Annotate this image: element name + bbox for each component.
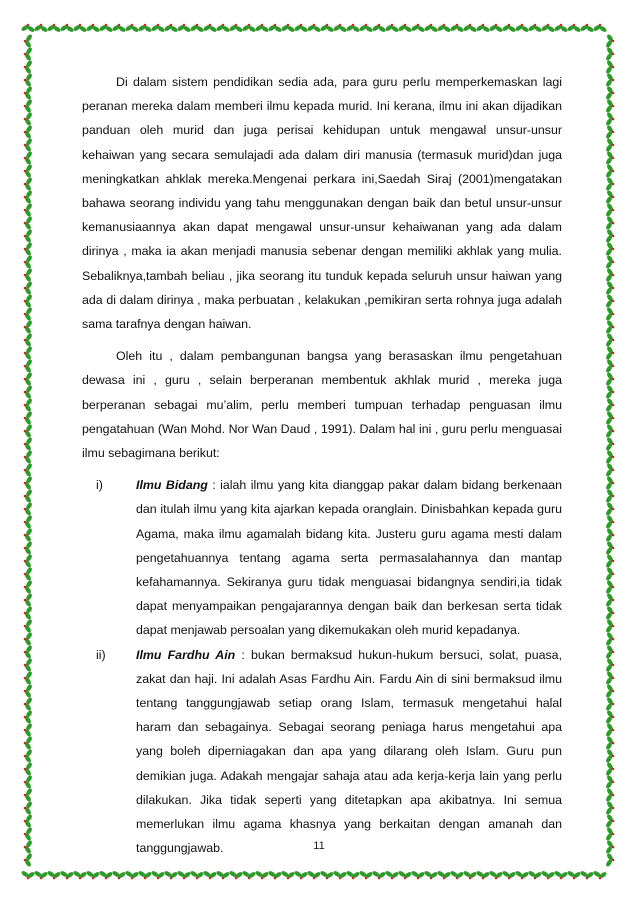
page-number: 11 [313,840,325,852]
list-item-body: : ialah ilmu yang kita dianggap pakar dalam bidang berkenaan dan itulah ilmu yang kita ajarkan kepada oranglain. Dinisbahkan kepada guru Agama, maka ilmu agamalah bidang kita. Justeru guru agama mesti dalam pengetahuannya tentang agama serta permasalahannya dan mantap kefahamannya. Sekiranya guru tidak menguasai bidangnya sendiri,ia tidak dapat menyampaikan pengajarannya dengan baik dan berkesan serta tidak dapat menjawab persoalan yang dikemukakan oleh murid kepadanya. [136,478,562,638]
list-item [82,473,562,642]
list-item [82,643,562,861]
list-marker: i) [96,478,103,493]
list-item-term: Ilmu Fardhu Ain [136,647,236,662]
list-item-text [136,473,562,642]
body-paragraph: Oleh itu , dalam pembangunan bangsa yang berasaskan ilmu pengetahuan dewasa ini , guru , selain berperanan membentuk akhlak murid , mereka juga berperanan sebagai mu’alim, perlu memberi tumpuan terhadap penguasan ilmu pengatahuan (Wan Mohd. Nor Wan Daud , 1991). Dalam hal ini , guru perlu menguasai ilmu sebagimana berikut: [82,349,562,461]
list-marker: ii) [96,647,106,662]
list-item-body: : bukan bermaksud hukun-hukum bersuci, solat, puasa, zakat dan haji. Ini adalah Asas Fardhu Ain. Fardu Ain di sini bermaksud ilmu tentang tanggungjawab setiap orang Islam, termasuk mengetahui halal haram dan sebagainya. Sebagai seorang peniaga harus mengetahui apa yang boleh diperniagakan dan apa yang dilarang oleh Islam. Guru pun demikian juga. Adakah mengajar sahaja atau ada kerja-kerja lain yang perlu dilakukan. Jika tidak seperti yang ditetapkan apa akibatnya. Ini semua memerlukan ilmu agama khasnya yang berkaitan dengan amanah dan tanggungjawab. [136,647,563,856]
list-item-text [136,643,562,861]
list-item-term: Ilmu Bidang [136,478,208,493]
body-paragraph: Di dalam sistem pendidikan sedia ada, para guru perlu memperkemaskan lagi peranan mereka dalam memberi ilmu kepada murid. Ini kerana, ilmu ini akan dijadikan panduan oleh murid dan juga perisai kehidupan untuk mengawal unsur-unsur kehaiwan yang secara semulajadi ada dalam diri manusia (termasuk murid)dan juga meningkatkan ahklak mereka.Mengenai perkara ini,Saedah Siraj (2001)mengatakan bahawa seorang individu yang tahu menggunakan dengan baik dan betul unsur-unsur kemanusiaannya akan dapat mengawal unsur-unsur kehaiwanan yang ada dalam dirinya , maka ia akan menjadi manusia sebenar dengan memiliki akhlak yang mulia. Sebaliknya,tambah beliau , jika seorang itu tunduk kepada seluruh unsur haiwan yang ada di dalam dirinya , maka perbuatan , kelakukan ,pemikiran serta rohnya juga adalah sama tarafnya dengan haiwan. [82,75,562,332]
page-content [82,70,562,861]
numbered-list [82,473,562,860]
